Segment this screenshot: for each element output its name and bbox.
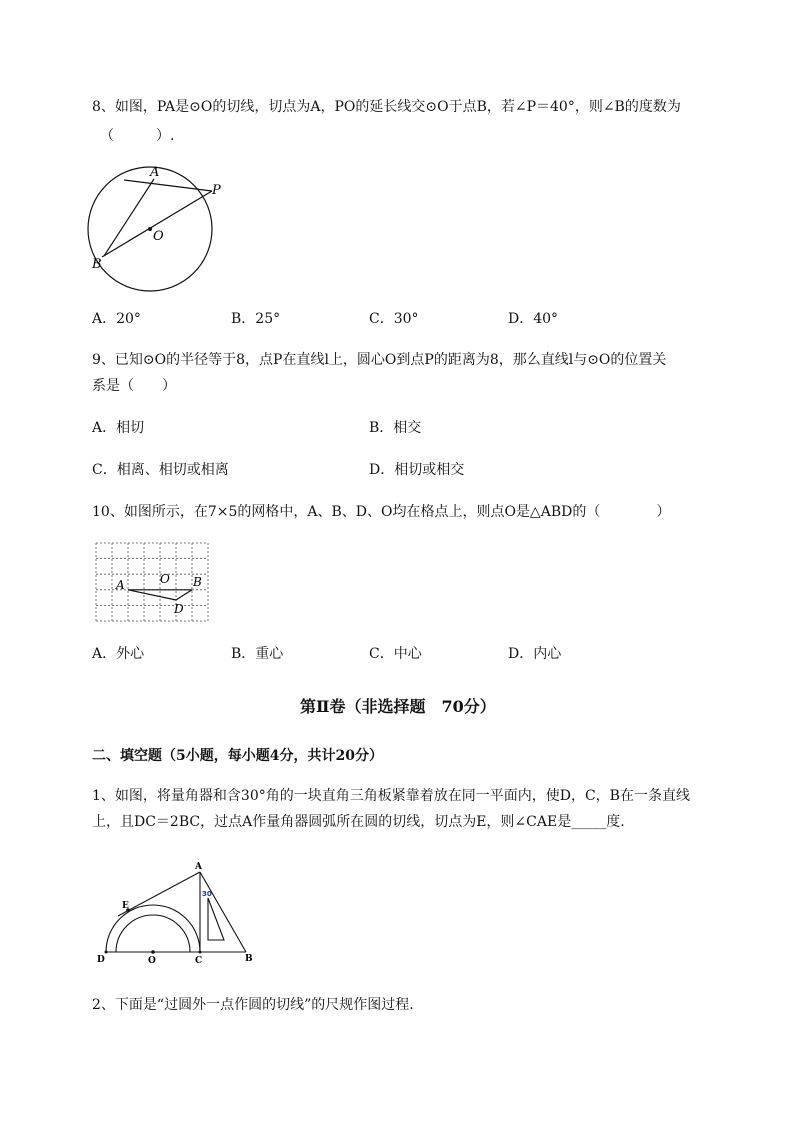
fig-label-o: O <box>148 956 156 966</box>
point-o <box>151 950 155 954</box>
grid-label-d: D <box>174 602 184 616</box>
q8-stem-line2: （ ）. <box>100 128 175 144</box>
triangle-inner-cutout <box>208 898 224 940</box>
grid-label-o: O <box>160 572 170 586</box>
fig-label-c: C <box>195 956 203 966</box>
grid-label-b: B <box>193 575 202 589</box>
f2-stem-line1: 2、下面是“过圆外一点作圆的切线”的尺规作图过程. <box>92 997 414 1013</box>
q9-option-b: B．相交 <box>369 420 422 436</box>
point-c <box>199 951 202 954</box>
segment-bd <box>176 590 192 600</box>
fig-label-d: D <box>97 955 105 965</box>
segment-ad <box>128 590 176 600</box>
fig-label-a: A <box>195 862 202 872</box>
q10-option-d: D．内心 <box>508 646 562 662</box>
q9-option-a: A．相切 <box>92 420 145 436</box>
fig-label-b: B <box>245 954 253 964</box>
q8-figure <box>88 162 238 277</box>
part2-title: 第Ⅱ卷（非选择题 70分） <box>300 697 496 716</box>
point-d <box>105 951 108 954</box>
q8-stem-line1: 8、如图，PA是⊙O的切线，切点为A，PO的延长线交⊙O于点B，若∠P＝40°，则∠B的度数为 <box>92 99 681 115</box>
fig-label-e: E <box>122 901 129 911</box>
q10-grid-figure <box>96 543 208 621</box>
label-p: P <box>212 183 221 198</box>
q10-option-a: A．外心 <box>92 646 145 662</box>
q10-option-b: B．重心 <box>231 646 284 662</box>
label-o: O <box>153 229 164 244</box>
q9-stem-line2: 系是（ ） <box>92 378 176 394</box>
protractor-outer-arc <box>106 905 200 952</box>
q8-option-c: C．30° <box>369 311 419 327</box>
line-ab <box>104 179 154 256</box>
q9-option-d: D．相切或相交 <box>369 462 465 478</box>
protractor-inner-arc <box>116 915 190 952</box>
line-pb <box>102 191 212 257</box>
tangent-line-pa <box>124 180 212 191</box>
q10-stem-line1: 10、如图所示，在7×5的网格中，A、B、D、O均在格点上，则点O是△ABD的（ ） <box>92 504 671 520</box>
f1-stem-line2: 上，且DC＝2BC，过点A作量角器圆弧所在圆的切线，切点为E，则∠CAE是_____度. <box>92 814 625 830</box>
q8-option-d: D．40° <box>508 311 559 327</box>
q9-stem-line1: 9、已知⊙O的半径等于8，点P在直线l上，圆心O到点P的距离为8，那么直线l与⊙O的位置关 <box>92 352 667 368</box>
q10-option-c: C．中心 <box>369 646 422 662</box>
fill-section-heading: 二、填空题（5小题，每小题4分，共计20分） <box>92 748 383 764</box>
tangent-ae <box>118 872 200 916</box>
q8-option-b: B．25° <box>231 311 281 327</box>
q9-option-c: C．相离、相切或相离 <box>92 462 229 478</box>
label-a: A <box>150 165 160 180</box>
q8-option-a: A．20° <box>92 311 141 327</box>
f1-stem-line1: 1、如图，将量角器和含30°角的一块直角三角板紧靠着放在同一平面内，使D，C，B在一条直线 <box>92 788 690 804</box>
grid-label-a: A <box>116 578 125 592</box>
label-b: B <box>92 257 102 272</box>
f1-figure <box>96 858 266 968</box>
center-dot <box>148 227 152 231</box>
fig-label-angle: 30 <box>202 890 212 898</box>
